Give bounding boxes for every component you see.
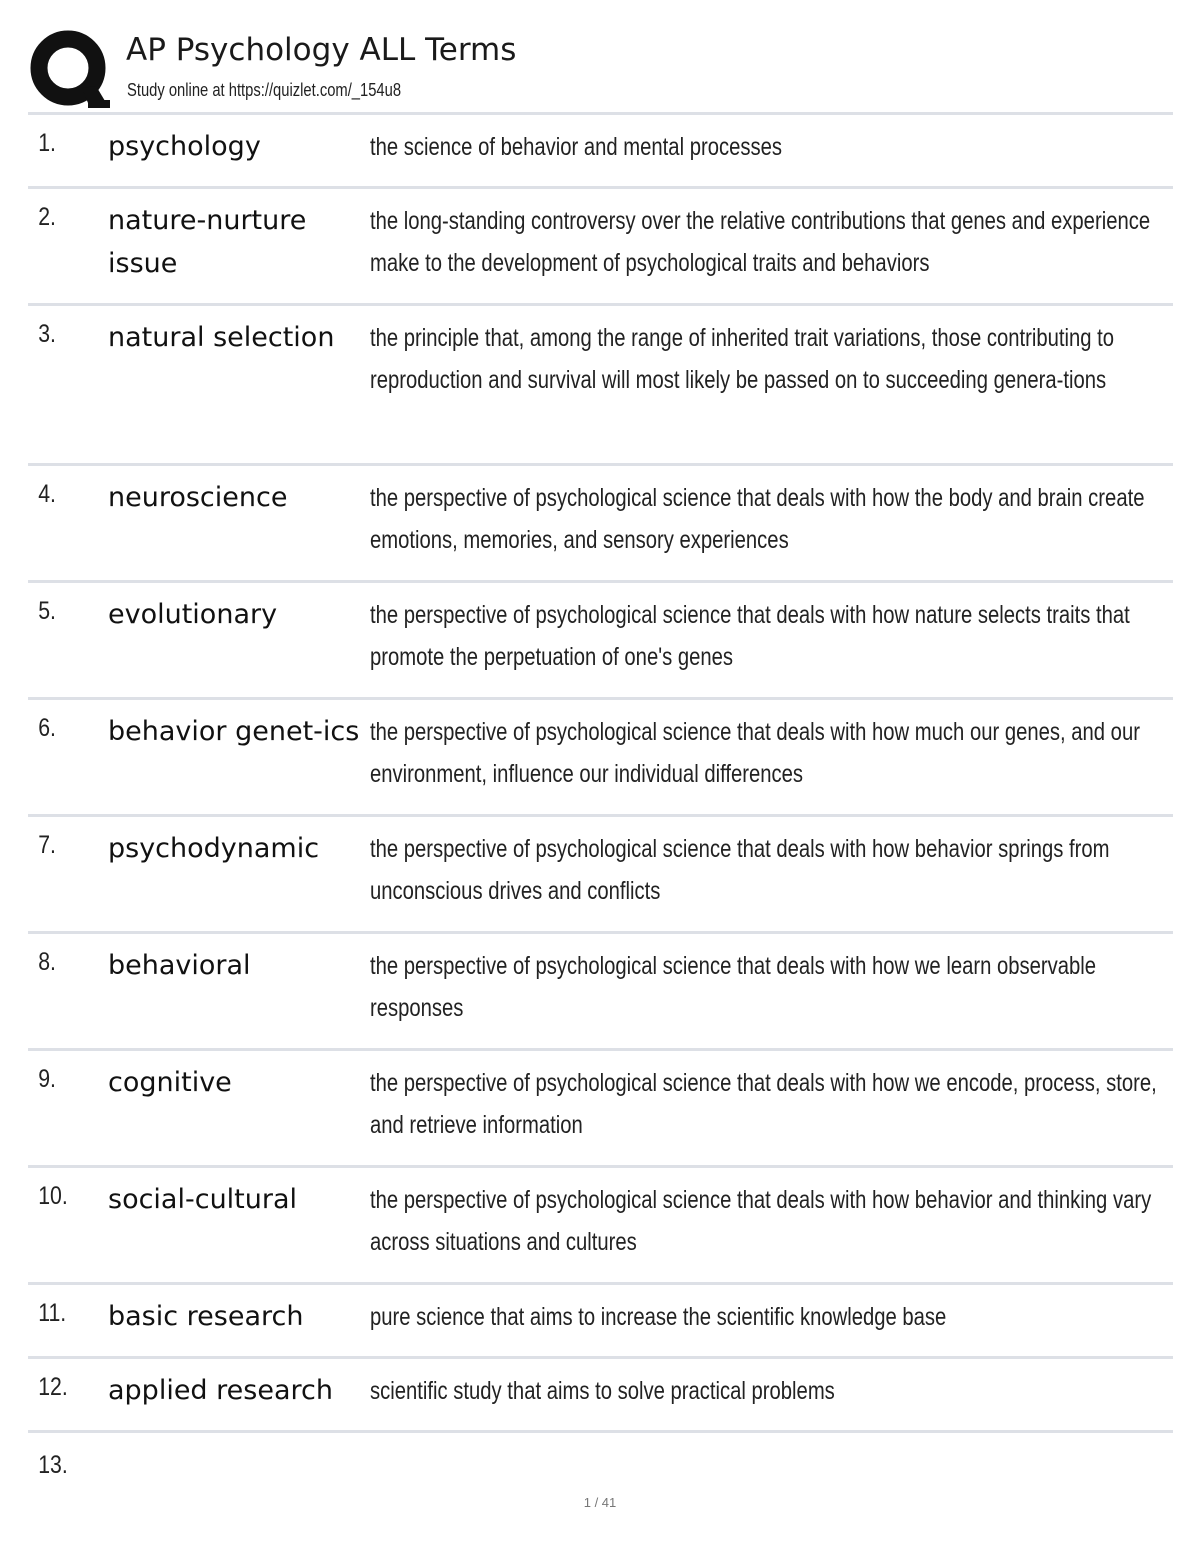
page-number: 1 / 41 (583, 1495, 617, 1510)
term-text: nature-nurture issue (108, 205, 307, 279)
term-text: behavioral (108, 950, 251, 981)
term-row (28, 931, 1173, 1048)
term-definition: scientific study that aims to solve practical problems (370, 1377, 835, 1405)
term-row (28, 1282, 1173, 1356)
term-definition: the perspective of psychological science that deals with how we learn observable responses (370, 952, 1097, 1022)
term-text: neuroscience (108, 482, 288, 513)
term-text: evolutionary (108, 599, 278, 630)
term-definition: the perspective of psychological science that deals with how much our genes, and our environment, influence our individual differences (370, 718, 1140, 788)
term-number: 13. (38, 1451, 68, 1479)
term-row (28, 1430, 1173, 1499)
term-row (28, 186, 1173, 303)
terms-table (28, 112, 1173, 1499)
term-text (108, 1433, 370, 1443)
document-header (30, 28, 1175, 112)
quizlet-logo-icon (30, 30, 110, 110)
term-number: 2. (38, 203, 56, 231)
term-row (28, 303, 1173, 463)
term-number: 8. (38, 948, 56, 976)
term-number: 3. (38, 320, 56, 348)
term-definition: the science of behavior and mental processes (370, 133, 782, 161)
term-row (28, 814, 1173, 931)
term-definition: the perspective of psychological science that deals with how behavior and thinking vary across situations and cultures (370, 1186, 1152, 1256)
term-definition: the perspective of psychological science that deals with how we encode, process, store, and retrieve information (370, 1069, 1157, 1139)
term-row (28, 463, 1173, 580)
term-row (28, 580, 1173, 697)
term-text: social-cultural (108, 1184, 298, 1215)
term-number: 12. (38, 1373, 68, 1401)
term-row (28, 112, 1173, 186)
term-number: 4. (38, 480, 56, 508)
term-text: cognitive (108, 1067, 232, 1098)
term-definition: the perspective of psychological science that deals with how nature selects traits that promote the perpetuation of one's genes (370, 601, 1130, 671)
term-row (28, 697, 1173, 814)
term-number: 9. (38, 1065, 56, 1093)
document-title: AP Psychology ALL Terms (126, 32, 517, 68)
term-definition: the principle that, among the range of inherited trait variations, those contributing to reproduction and survival will most likely be passed on to succeeding genera-tions (370, 324, 1115, 394)
term-number: 11. (38, 1299, 67, 1327)
term-text: natural selection (108, 322, 335, 353)
study-online-link[interactable]: Study online at https://quizlet.com/_154u8 (127, 80, 402, 100)
term-row (28, 1048, 1173, 1165)
term-text: psychodynamic (108, 833, 320, 864)
term-number: 5. (38, 597, 56, 625)
term-number: 10. (38, 1182, 68, 1210)
term-definition: pure science that aims to increase the scientific knowledge base (370, 1303, 947, 1331)
term-number: 1. (38, 129, 56, 157)
term-number: 7. (38, 831, 56, 859)
term-text: basic research (108, 1301, 304, 1332)
term-definition: the perspective of psychological science that deals with how the body and brain create emotions, memories, and sensory experiences (370, 484, 1145, 554)
term-row (28, 1356, 1173, 1430)
term-text: applied research (108, 1375, 333, 1406)
term-text: psychology (108, 131, 261, 162)
term-definition: the perspective of psychological science that deals with how behavior springs from unconscious drives and conflicts (370, 835, 1110, 905)
term-text: behavior genet-ics (108, 716, 360, 747)
term-row (28, 1165, 1173, 1282)
term-number: 6. (38, 714, 56, 742)
term-definition: the long-standing controversy over the relative contributions that genes and experience make to the development of psychological traits and behaviors (370, 207, 1151, 277)
